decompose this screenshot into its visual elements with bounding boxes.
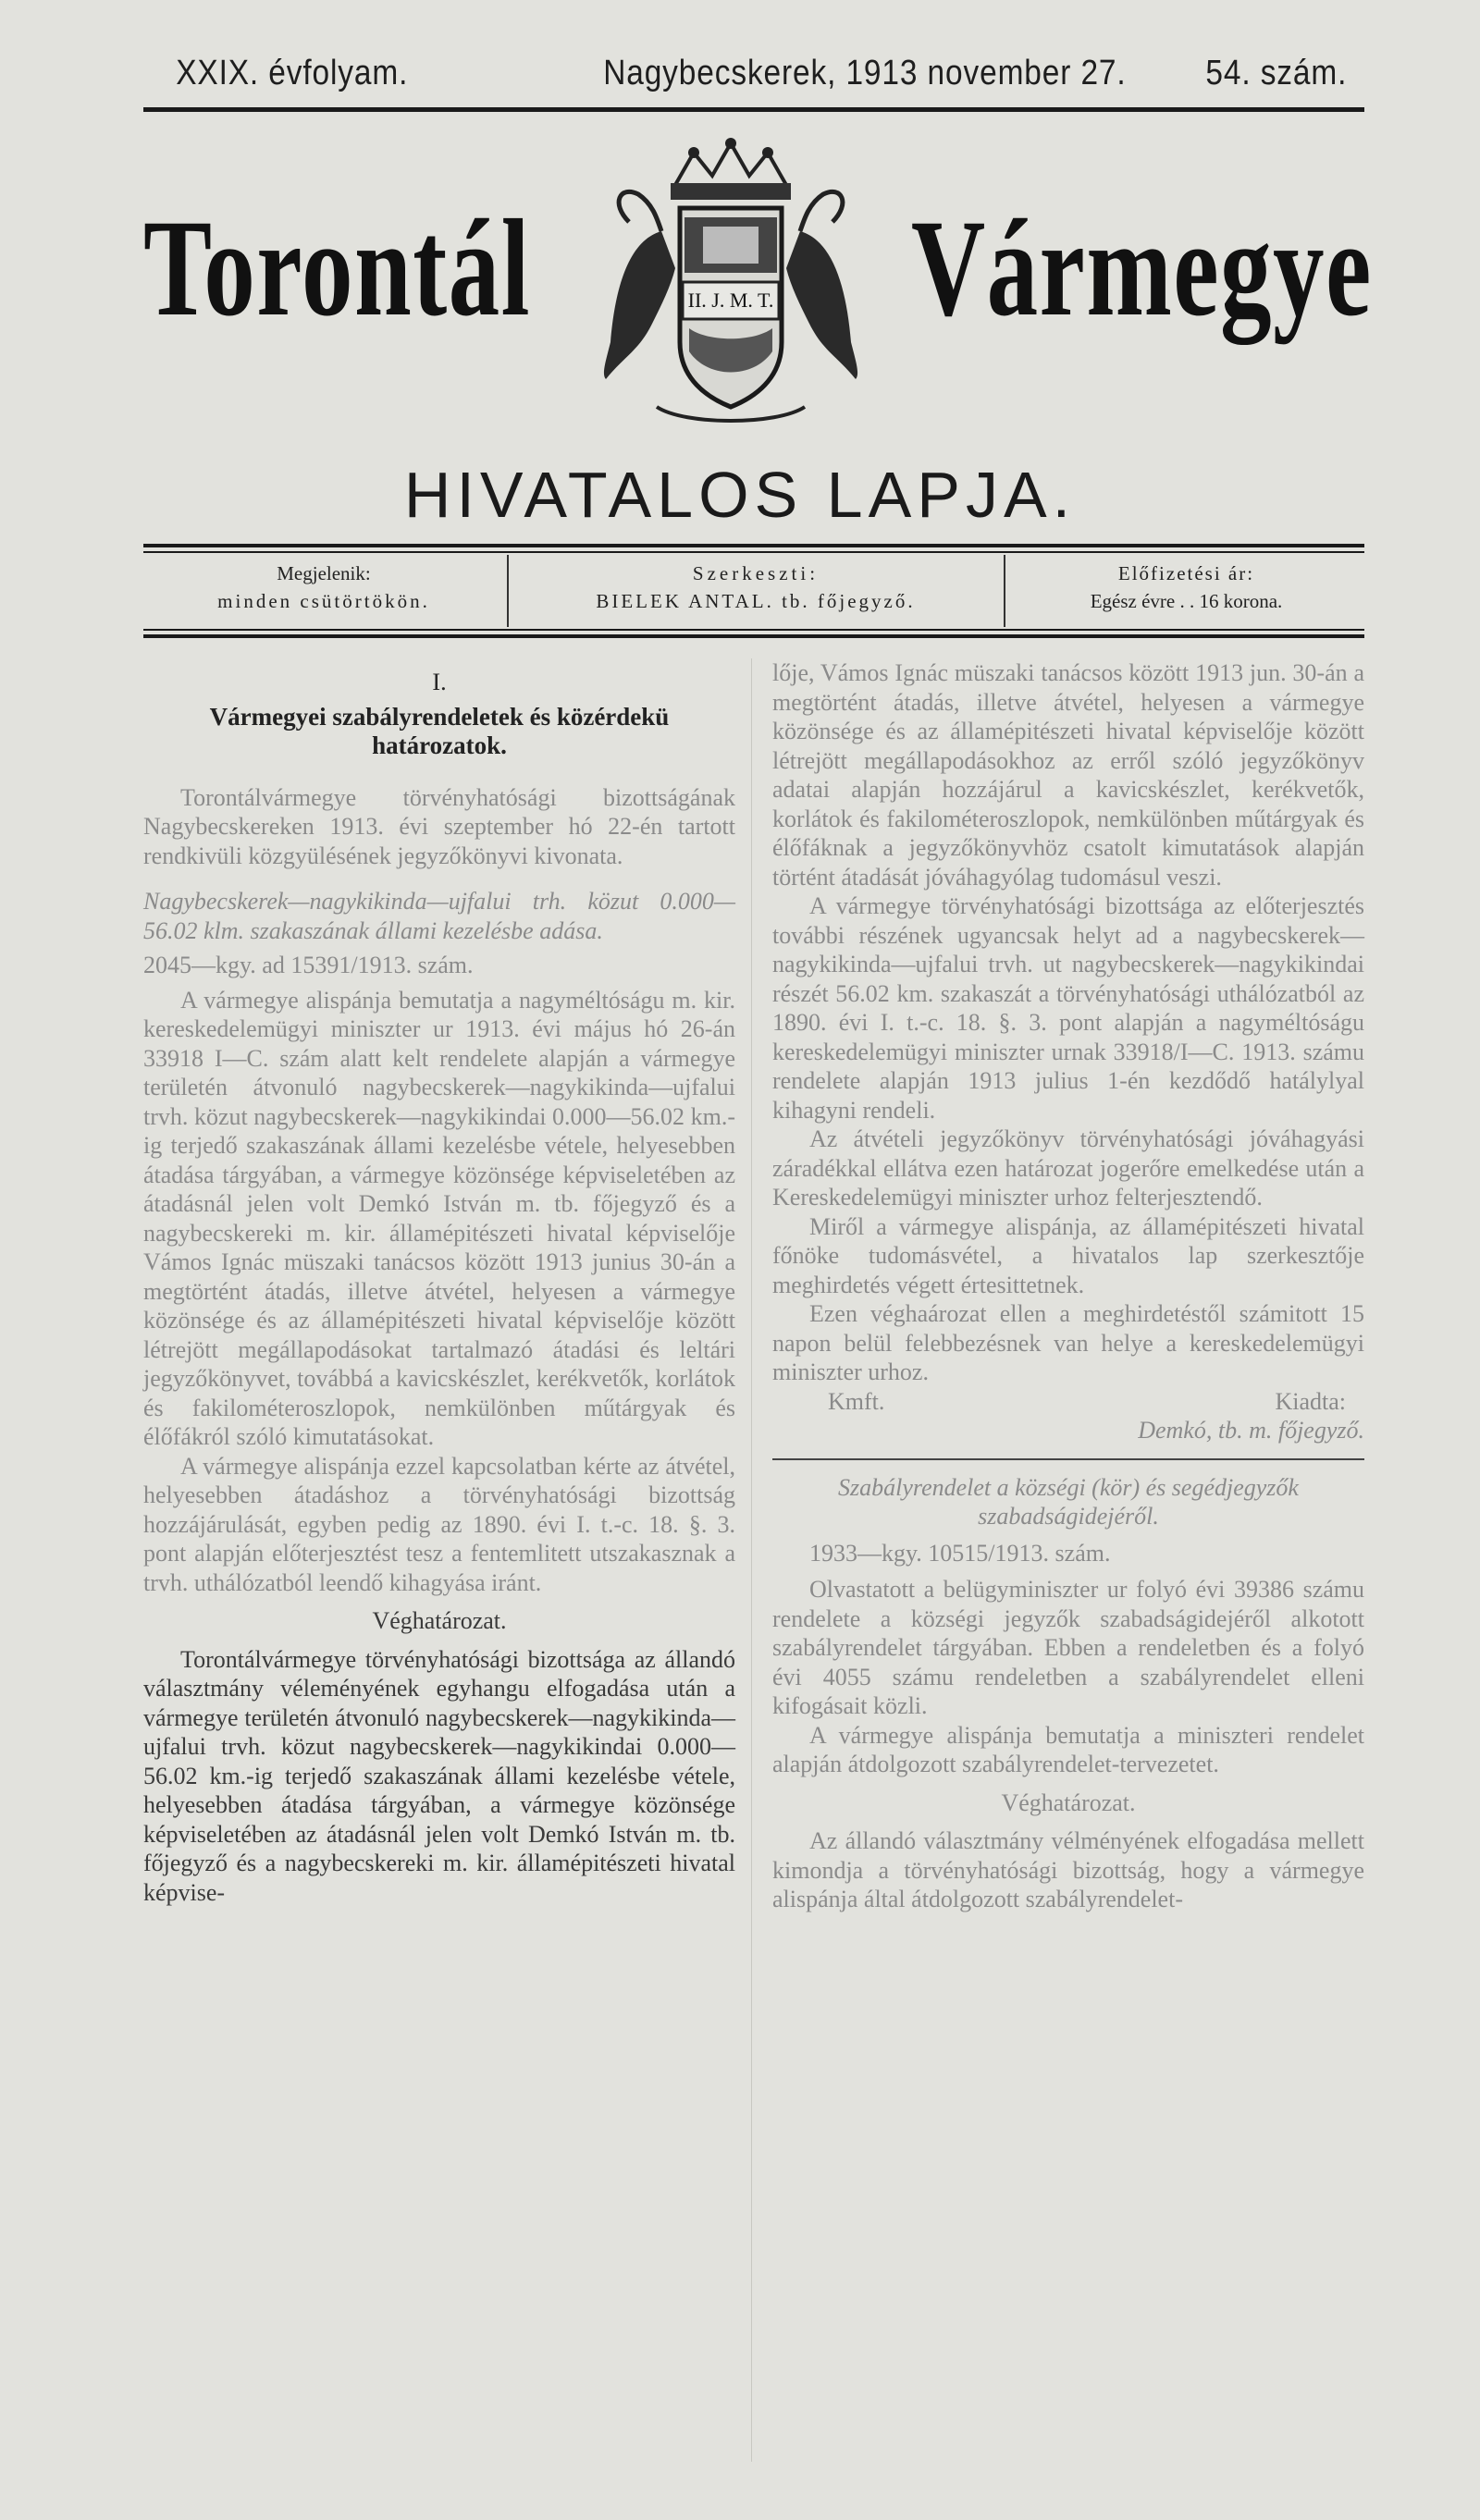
editor-label: Szerkeszti:: [692, 562, 820, 584]
price-value: Egész évre . . 16 korona.: [1090, 590, 1283, 612]
crest-label: II. J. M. T.: [687, 289, 774, 312]
header-rule: [143, 107, 1364, 112]
right-column: [772, 658, 1364, 1914]
publish-info: [143, 559, 504, 615]
right-paragraph-5: Ezen véghaározat ellen a meghirdetéstől számitott 15 napon belül felebbezésnek van helye a kereskedelemügyi miniszter urhoz.: [772, 1300, 1364, 1385]
column-divider: [751, 658, 752, 2462]
subtitle: HIVATALOS LAPJA.: [403, 459, 1077, 531]
publish-value: minden csütörtökön.: [217, 590, 430, 612]
title-right: Vármegye: [911, 191, 1373, 345]
left-paragraph-2: A vármegye alispánja ezzel kapcsolatban kérte az átvétel, helyesebben átadáshoz a törvényhatósági bizottság hozzájárulását, egyben pedig az 1890. évi I. t.-c. 18. §. 3. pont alapján előterjesztést tesz a fentemlitett utszakasznak a trvh. uthálózatból leendő kihagyása iránt.: [143, 1452, 735, 1596]
right-paragraph-3: Az átvételi jegyzőkönyv törvényhatósági jóváhagyási záradékkal ellátva ezen határozat jogerőre emelkedése után a Kereskedelemügyi miniszter urhoz felterjesztendő.: [772, 1125, 1364, 1211]
coat-of-arms-icon: [574, 129, 888, 444]
editor-info: [511, 559, 1001, 615]
left-paragraph-3: Torontálvármegye törvényhatósági bizottsága az állandó választmány véleményének egyhangu elfogadása után a vármegye területén átvonuló nagybecskerek—nagykikinda—ujfalui trvh. közut nagybecskerek—nagykikindai 0.000—56.02 km.-ig terjedő szakaszának állami kezelésbe vétele, helyesebben átadása tárgyában, a vármegye közönsége képviseletében az átadásnál jelen volt Demkó István m. tb. főjegyző és a nagybecskereki m. kir. államépitészeti hivatal képvise-: [143, 1645, 735, 1906]
issue-header: [143, 54, 1348, 109]
info-rule-bottom-thin: [143, 629, 1364, 631]
intro-paragraph: Torontálvármegye törvényhatósági bizottságának Nagybecskereken 1913. évi szeptember hó 22-én tartott rendkivüli közgyülésének jegyzőkönyvi kivonata.: [143, 783, 735, 869]
right-paragraph-8: Az állandó választmány vélményének elfogadása mellett kimondja a törvényhatósági bizottság, hogy a vármegye alispánja által átdolgozott szabályrendelet-: [772, 1827, 1364, 1912]
signature-kmft: Kmft.: [828, 1387, 885, 1415]
price-label: Előfizetési ár:: [1117, 562, 1255, 584]
right-resolution-title: Véghatározat.: [1001, 1789, 1136, 1816]
right-paragraph-6: Olvastatott a belügyminiszter ur folyó évi 39386 számu rendelete a községi jegyzők szabadságidejéről alkotott szabályrendelet tárgyában. Ebben a rendeletben és a folyó évi 4055 számu rendeletben a szabályrendelet elleni kifogásait közli.: [772, 1576, 1364, 1719]
reference-number-2: 1933—kgy. 10515/1913. szám.: [809, 1539, 1111, 1567]
info-divider-2: [1004, 555, 1005, 627]
volume-label: XXIX. évfolyam.: [176, 54, 409, 92]
section-title: Vármegyei szabályrendeletek és közérdekü határozatok.: [209, 702, 670, 759]
subject-line: Nagybecskerek—nagykikinda—ujfalui trh. közut 0.000—56.02 klm. szakaszának állami kezelésbe adása.: [143, 888, 735, 944]
place-date: Nagybecskerek, 1913 november 27.: [603, 54, 1127, 92]
signature-name: Demkó, tb. m. főjegyző.: [1138, 1417, 1364, 1444]
section-divider: [772, 1458, 1364, 1460]
signature-kiadta: Kiadta:: [1275, 1387, 1346, 1415]
left-resolution-title: Véghatározat.: [372, 1607, 507, 1634]
right-paragraph-1: lője, Vámos Ignác müszaki tanácsos között 1913 jun. 30-án a megtörtént átadás, illetve átvétel, helyesen a vármegye közönsége és az államépitészeti hivatal képviselője között létrejött megállapodásokhoz az erről szóló jegyzőkönyv adatai alapján hozzájárul a kavicskészlet, kerékvetők, korlátok és fakilométeroszlopok, nemkülönben műtárgyak és élőfáknak a jegyzőkönyvhöz csatolt kimutatások alapján történt átadását jóváhagyólag tudomásul veszi.: [772, 659, 1364, 891]
right-paragraph-2: A vármegye törvényhatósági bizottsága az előterjesztés további részének ugyancsak helyt ad a nagybecskerek—nagykikinda—ujfalui trvh. ut nagybecskerek—nagykikindai részét 56.02 km. szakaszát a törvényhatósági uthálózatból az 1890. évi I. t.-c. 18. §. 3. pont alapján a nagyméltóságu kereskedelemügyi miniszter urnak 33918/I—C. 1913. számu rendelete alapján 1913 julius 1-én kezdődő hatálylyal kihagyni rendeli.: [772, 892, 1364, 1124]
right-paragraph-7: A vármegye alispánja bemutatja a miniszteri rendelet alapján átdolgozott szabályrendelet-tervezetet.: [772, 1721, 1364, 1777]
info-divider-1: [507, 555, 509, 627]
info-rule-top: [143, 544, 1364, 547]
issue-number: 54. szám.: [1205, 54, 1348, 92]
reference-number: 2045—kgy. ad 15391/1913. szám.: [143, 952, 474, 978]
title-left: Torontál: [143, 191, 531, 345]
signature-line: [772, 1387, 1364, 1417]
info-rule-top-thin: [143, 551, 1364, 553]
price-info: [1008, 559, 1364, 615]
info-rule-bottom: [143, 634, 1364, 638]
subsection-title: Szabályrendelet a községi (kör) és segédjegyzők szabadságidejéről.: [838, 1473, 1299, 1530]
editor-value: BIELEK ANTAL. tb. főjegyző.: [596, 590, 916, 612]
section-number: I.: [432, 669, 447, 695]
right-paragraph-4: Miről a vármegye alispánja, az államépitészeti hivatal főnöke tudomásvétel, a hivatalos lap szerkesztője meghirdetés végett értesittetnek.: [772, 1212, 1364, 1298]
left-column: [143, 658, 735, 1907]
left-paragraph-1: A vármegye alispánja bemutatja a nagyméltóságu m. kir. kereskedelemügyi miniszter ur 1913. évi május hó 26-án 33918 I—C. szám alatt kelt rendelete alapján a vármegye területén átvonuló nagybecskerek—nagykikinda—ujfalui trvh. közut nagybecskerek—nagykikindai 0.000—56.02 km.-ig terjedő szakaszának állami kezelésbe vétele, helyesebben átadása tárgyában, a vármegye közönsége képviseletében az átadásnál jelen volt Demkó István m. tb. főjegyző és a nagybecskereki m. kir. államépitészeti hivatal képviselője Vámos Ignác müszaki tanácsos között 1913 junius 30-án a megtörtént átadás, illetve átvétel, helyesen a vármegye közönsége és az államépitészeti hivatal képviselője között létrejött megállapodásokat tartalmazó átadási és leltári jegyzőkönyvet, továbbá a kavicskészlet, kerékvetők, korlátok és fakilométeroszlopok, nemkülönben műtárgyak és élőfákról szóló kimutatásokat.: [143, 986, 735, 1450]
publish-label: Megjelenik:: [277, 562, 371, 584]
